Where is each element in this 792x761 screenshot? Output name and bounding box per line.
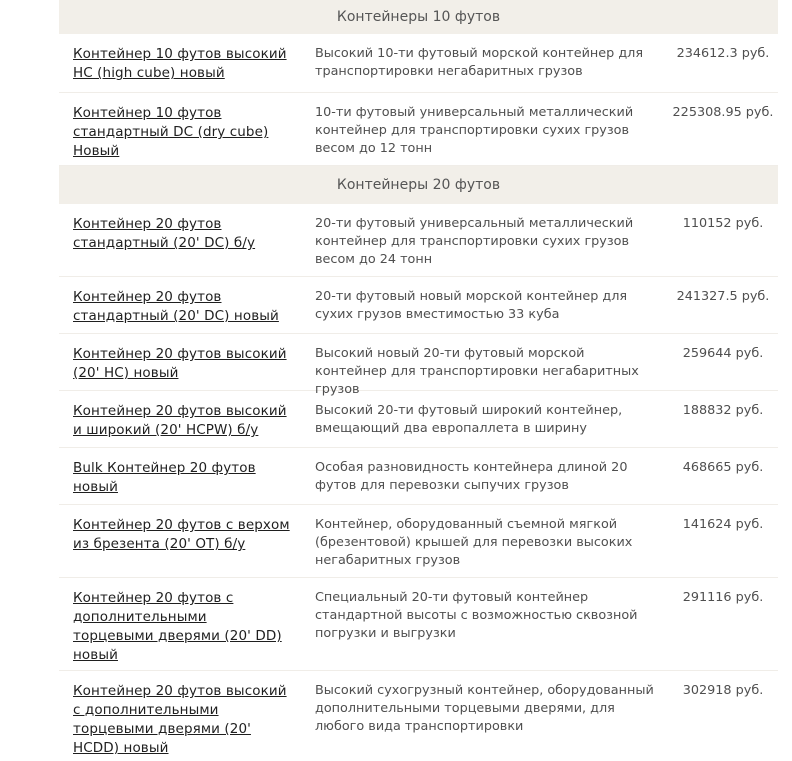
product-catalog-table [59,0,778,761]
product-price: 291116 руб. [682,590,764,605]
product-name-cell [73,682,291,758]
product-description: Особая разновидность контейнера длиной 20 футов для перевозки сыпучих грузов [315,460,628,493]
section-title: Контейнеры 10 футов [336,9,501,25]
product-link[interactable]: Контейнер 20 футов высокий и широкий (20' HCPW) б/у [73,403,287,438]
table-row [59,448,778,505]
product-name-cell [73,459,291,497]
product-description: Высокий 20-ти футовый широкий контейнер, вмещающий два европаллета в ширину [315,403,623,436]
product-name-cell [73,589,291,665]
product-link[interactable]: Контейнер 10 футов высокий HC (high cube) новый [73,46,287,81]
product-price: 141624 руб. [682,517,764,532]
table-row [59,671,778,761]
product-link[interactable]: Контейнер 20 футов с верхом из брезента (20' OT) б/у [73,517,290,552]
product-name-cell [73,215,291,253]
product-link[interactable]: Контейнер 20 футов с дополнительными торцевыми дверями (20' DD) новый [73,590,282,663]
product-price: 225308.95 руб. [672,105,774,120]
product-link[interactable]: Контейнер 20 футов высокий с дополнительными торцевыми дверями (20' HCDD) новый [73,683,287,756]
product-name-cell [73,104,291,161]
product-description: Контейнер, оборудованный съемной мягкой (брезентовой) крышей для перевозки высоких негабаритных грузов [315,517,633,568]
product-description: Высокий 10-ти футовый морской контейнер для транспортировки негабаритных грузов [315,46,644,79]
table-row [59,391,778,448]
product-price: 188832 руб. [682,403,764,418]
product-name-cell [73,288,291,326]
table-row [59,204,778,277]
product-price: 110152 руб. [682,216,764,231]
product-description: 20-ти футовый универсальный металлический контейнер для транспортировки сухих грузов весом до 24 тонн [315,216,634,267]
product-description: Высокий новый 20-ти футовый морской контейнер для транспортировки негабаритных грузов [315,346,639,397]
table-row [59,277,778,334]
table-row [59,34,778,93]
product-description: Высокий сухогрузный контейнер, оборудованный дополнительными торцевыми дверями, для любого вида транспортировки [315,683,654,734]
product-price: 234612.3 руб. [676,46,770,61]
product-link[interactable]: Контейнер 20 футов стандартный (20' DC) б/у [73,216,256,251]
section-header-10ft [59,0,778,34]
table-row [59,578,778,671]
product-description: 20-ти футовый новый морской контейнер для сухих грузов вместимостью 33 куба [315,289,628,322]
product-name-cell [73,402,291,440]
product-name-cell [73,45,291,83]
table-row [59,505,778,578]
product-price: 241327.5 руб. [676,289,770,304]
product-price: 259644 руб. [682,346,764,361]
product-link[interactable]: Контейнер 20 футов высокий (20' HC) новый [73,346,287,381]
product-description: 10-ти футовый универсальный металлический контейнер для транспортировки сухих грузов весом до 12 тонн [315,105,634,156]
product-link[interactable]: Контейнер 20 футов стандартный (20' DC) новый [73,289,279,324]
product-link[interactable]: Контейнер 10 футов стандартный DC (dry cube) Новый [73,105,269,159]
product-name-cell [73,516,291,554]
section-header-20ft [59,166,778,204]
product-price: 302918 руб. [682,683,764,698]
section-title: Контейнеры 20 футов [336,177,501,193]
product-price: 468665 руб. [682,460,764,475]
product-description: Специальный 20-ти футовый контейнер стандартной высоты с возможностью сквозной погрузки и выгрузки [315,590,638,641]
table-row [59,93,778,166]
product-link[interactable]: Bulk Контейнер 20 футов новый [73,460,256,495]
product-name-cell [73,345,291,383]
table-row [59,334,778,397]
